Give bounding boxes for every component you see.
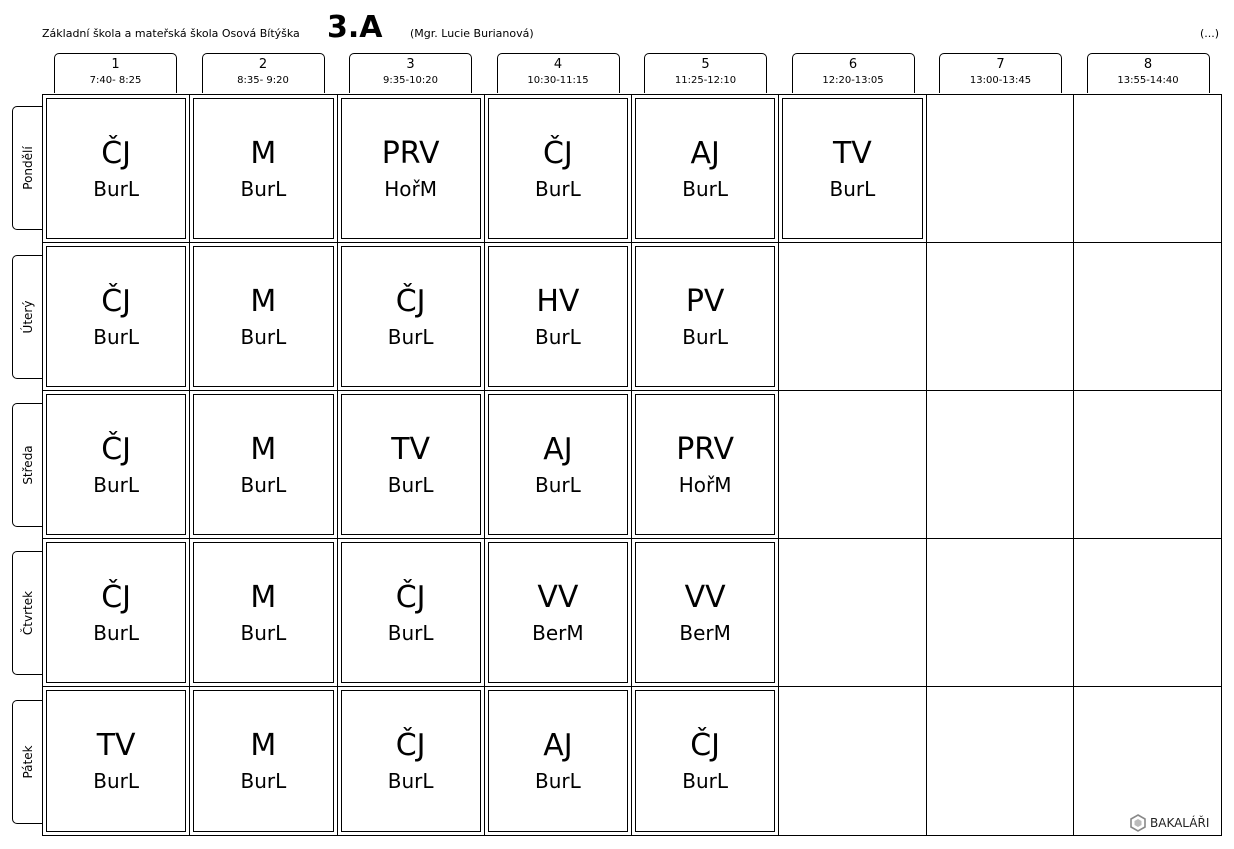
- lesson-cell: [632, 539, 779, 687]
- lesson-teacher: BurL: [534, 324, 581, 349]
- lesson-cell: [485, 243, 632, 391]
- lesson-subject: ČJ: [542, 135, 573, 171]
- lesson-card: [193, 394, 333, 535]
- lesson-cell: [190, 243, 337, 391]
- lesson-subject: M: [250, 728, 277, 763]
- lesson-card: [782, 98, 922, 239]
- period-time: 8:35- 9:20: [237, 75, 289, 86]
- period-header-2: [202, 53, 325, 93]
- empty-cell: [927, 243, 1074, 391]
- empty-cell: [1074, 95, 1221, 243]
- lesson-card: [193, 98, 333, 239]
- day-name: Úterý: [21, 300, 35, 334]
- period-header-3: [349, 53, 472, 93]
- lesson-cell: [338, 391, 485, 539]
- period-time: 13:00-13:45: [969, 75, 1032, 86]
- lesson-teacher: BerM: [532, 620, 584, 645]
- lesson-card: [193, 246, 333, 387]
- day-name: Čtvrtek: [21, 591, 35, 636]
- period-header-6: [792, 53, 915, 93]
- empty-cell: [927, 95, 1074, 243]
- lesson-subject: M: [250, 579, 277, 615]
- period-number: 4: [553, 57, 563, 72]
- lesson-teacher: BurL: [829, 176, 876, 201]
- bakalari-logo-icon: [1130, 814, 1146, 832]
- lesson-cell: [632, 687, 779, 835]
- lesson-subject: ČJ: [101, 283, 132, 319]
- lesson-cell: [632, 243, 779, 391]
- lesson-teacher: BurL: [240, 176, 287, 201]
- lesson-cell: [632, 95, 779, 243]
- lesson-teacher: BurL: [240, 324, 287, 349]
- lesson-cell: [485, 539, 632, 687]
- period-number: 2: [258, 57, 268, 72]
- lesson-subject: ČJ: [101, 431, 132, 467]
- period-time: 9:35-10:20: [383, 75, 438, 86]
- brand-label: BAKALÁŘI: [1150, 816, 1210, 830]
- lesson-cell: [632, 391, 779, 539]
- period-header-5: [644, 53, 767, 93]
- day-header-0: [12, 106, 43, 230]
- lesson-card: [341, 98, 481, 239]
- lesson-cell: [43, 95, 190, 243]
- lesson-teacher: BerM: [679, 620, 731, 645]
- school-name: Základní škola a mateřská škola Osová Bítýška: [42, 27, 300, 40]
- lesson-teacher: BurL: [682, 324, 728, 349]
- lesson-subject: HV: [536, 283, 580, 319]
- lesson-teacher: BurL: [93, 769, 139, 793]
- day-header-1: [12, 255, 43, 379]
- lesson-cell: [338, 95, 485, 243]
- lesson-cell: [485, 391, 632, 539]
- more-indicator: (...): [1200, 27, 1220, 40]
- lesson-card: [488, 246, 628, 387]
- lesson-subject: VV: [537, 579, 579, 615]
- lesson-subject: AJ: [690, 135, 720, 171]
- timetable-grid: [42, 94, 1222, 836]
- timetable-header: [0, 0, 1234, 52]
- lesson-subject: VV: [684, 579, 726, 615]
- lesson-subject: ČJ: [101, 135, 132, 171]
- lesson-teacher: BurL: [387, 324, 434, 349]
- lesson-subject: M: [250, 135, 277, 171]
- period-number: 7: [996, 57, 1005, 72]
- day-name: Pondělí: [21, 146, 35, 190]
- lesson-card: [46, 98, 186, 239]
- lesson-subject: PRV: [381, 135, 440, 171]
- lesson-subject: ČJ: [690, 728, 721, 763]
- lesson-card: [46, 246, 186, 387]
- lesson-subject: ČJ: [101, 579, 132, 615]
- lesson-subject: M: [250, 431, 277, 467]
- period-number: 5: [701, 57, 710, 72]
- class-name: 3.A: [327, 10, 383, 45]
- lesson-cell: [43, 539, 190, 687]
- lesson-teacher: BurL: [534, 472, 581, 497]
- lesson-card: [193, 690, 333, 832]
- day-header-3: [12, 551, 43, 675]
- lesson-teacher: BurL: [93, 620, 139, 645]
- lesson-teacher: BurL: [387, 472, 434, 497]
- lesson-card: [635, 690, 775, 832]
- period-number: 3: [406, 57, 415, 72]
- period-number: 1: [111, 57, 120, 72]
- lesson-cell: [190, 95, 337, 243]
- lesson-subject: AJ: [543, 728, 573, 763]
- lesson-cell: [190, 391, 337, 539]
- lesson-teacher: BurL: [93, 324, 139, 349]
- lesson-cell: [485, 95, 632, 243]
- lesson-card: [341, 394, 481, 535]
- empty-cell: [927, 539, 1074, 687]
- lesson-cell: [485, 687, 632, 835]
- lesson-subject: AJ: [543, 431, 573, 467]
- period-header-1: [54, 53, 177, 93]
- lesson-cell: [43, 391, 190, 539]
- lesson-subject: ČJ: [395, 579, 426, 615]
- lesson-teacher: BurL: [682, 769, 728, 793]
- period-header-8: [1087, 53, 1210, 93]
- lesson-subject: TV: [96, 728, 136, 763]
- empty-cell: [1074, 687, 1221, 835]
- lesson-card: [341, 246, 481, 387]
- period-time: 12:20-13:05: [822, 75, 884, 86]
- empty-cell: [779, 539, 926, 687]
- lesson-teacher: BurL: [240, 620, 287, 645]
- lesson-teacher: BurL: [387, 620, 434, 645]
- lesson-card: [488, 394, 628, 535]
- lesson-subject: ČJ: [395, 283, 426, 319]
- lesson-subject: PV: [685, 283, 725, 319]
- day-name: Pátek: [21, 745, 35, 779]
- class-teacher: (Mgr. Lucie Burianová): [410, 27, 534, 40]
- period-time: 11:25-12:10: [674, 75, 737, 86]
- lesson-card: [193, 542, 333, 683]
- empty-cell: [1074, 243, 1221, 391]
- lesson-card: [46, 394, 186, 535]
- day-name: Středa: [21, 445, 35, 485]
- lesson-cell: [43, 243, 190, 391]
- lesson-card: [341, 542, 481, 683]
- lesson-teacher: HořM: [678, 472, 732, 497]
- day-header-4: [12, 700, 43, 824]
- lesson-card: [635, 394, 775, 535]
- lesson-cell: [779, 95, 926, 243]
- period-time: 7:40- 8:25: [89, 75, 142, 86]
- lesson-teacher: BurL: [93, 472, 139, 497]
- lesson-cell: [190, 539, 337, 687]
- brand-footer: [1130, 814, 1209, 832]
- period-number: 8: [1143, 57, 1153, 72]
- lesson-teacher: BurL: [387, 769, 434, 793]
- lesson-subject: TV: [391, 431, 431, 467]
- empty-cell: [1074, 539, 1221, 687]
- lesson-card: [635, 98, 775, 239]
- lesson-card: [635, 542, 775, 683]
- lesson-teacher: BurL: [534, 769, 581, 793]
- period-number: 6: [848, 57, 858, 72]
- lesson-teacher: BurL: [534, 176, 581, 201]
- lesson-teacher: BurL: [240, 769, 287, 793]
- lesson-card: [46, 690, 186, 832]
- day-header-2: [12, 403, 43, 527]
- lesson-cell: [43, 687, 190, 835]
- empty-cell: [1074, 391, 1221, 539]
- period-time: 10:30-11:15: [527, 75, 589, 86]
- lesson-teacher: BurL: [682, 176, 728, 201]
- lesson-subject: M: [250, 283, 277, 319]
- lesson-card: [488, 542, 628, 683]
- empty-cell: [779, 391, 926, 539]
- lesson-teacher: BurL: [93, 176, 139, 201]
- lesson-cell: [190, 687, 337, 835]
- empty-cell: [779, 243, 926, 391]
- empty-cell: [779, 687, 926, 835]
- period-header-4: [497, 53, 620, 93]
- empty-cell: [927, 391, 1074, 539]
- lesson-subject: PRV: [676, 431, 735, 467]
- lesson-cell: [338, 687, 485, 835]
- lesson-teacher: HořM: [384, 176, 437, 201]
- lesson-cell: [338, 539, 485, 687]
- lesson-subject: ČJ: [395, 728, 426, 763]
- lesson-card: [488, 690, 628, 832]
- period-time: 13:55-14:40: [1117, 75, 1179, 86]
- lesson-card: [635, 246, 775, 387]
- empty-cell: [927, 687, 1074, 835]
- lesson-card: [488, 98, 628, 239]
- lesson-card: [341, 690, 481, 832]
- period-header-7: [939, 53, 1062, 93]
- lesson-cell: [338, 243, 485, 391]
- lesson-card: [46, 542, 186, 683]
- lesson-subject: TV: [832, 135, 872, 171]
- lesson-teacher: BurL: [240, 472, 287, 497]
